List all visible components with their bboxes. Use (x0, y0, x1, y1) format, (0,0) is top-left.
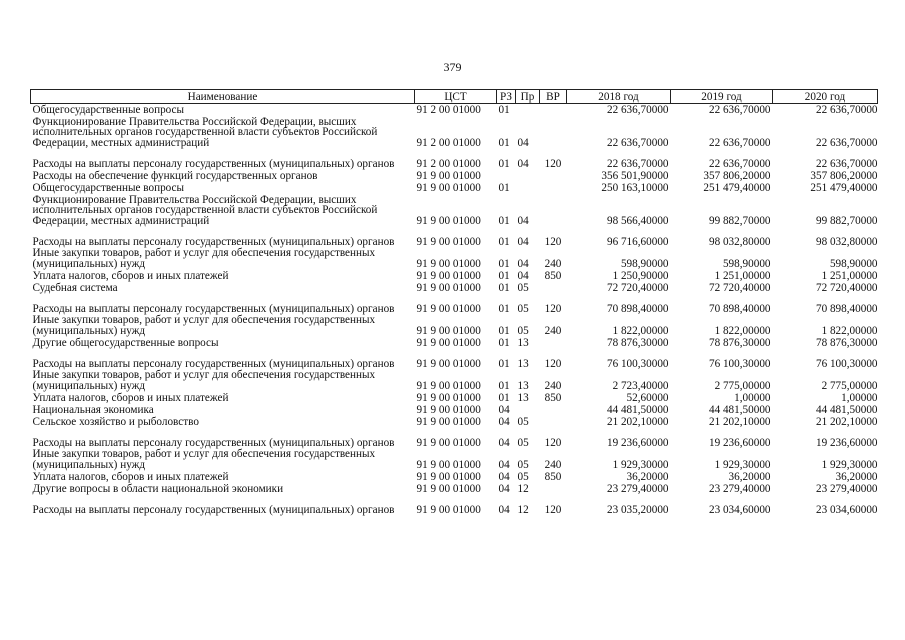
cell-rz: 01 (498, 358, 510, 371)
table-row (31, 170, 878, 182)
header-pr: Пр (516, 90, 540, 104)
cell-vr (540, 170, 567, 182)
cell-pr (516, 104, 540, 117)
cell-cst: 91 9 00 01000 (416, 379, 481, 392)
cell-rz: 04 (498, 437, 510, 450)
cell-2019: 22 636,70000 (708, 136, 771, 149)
cell-2019: 22 636,70000 (708, 158, 771, 171)
cell-pr (516, 404, 540, 416)
cell-name: Уплата налогов, сборов и иных платежей (32, 470, 229, 483)
cell-cst: 91 9 00 01000 (416, 336, 481, 349)
cell-vr: 850 (544, 269, 562, 282)
cell-rz: 01 (498, 104, 510, 117)
table-row (31, 471, 878, 483)
cell-name: Общегосударственные вопросы (32, 104, 185, 117)
cell-vr (540, 116, 567, 149)
table-row (31, 337, 878, 349)
cell-cst: 91 9 00 01000 (416, 358, 481, 371)
cell-name: Иные закупки товаров, работ и услуг для обеспечения государственных (муниципальных) нужд (32, 369, 376, 392)
cell-2020: 1 929,30000 (821, 458, 878, 471)
header-cst: ЦСТ (415, 90, 497, 104)
cell-2018: 598,90000 (620, 257, 669, 270)
page-number: 379 (443, 60, 462, 74)
cell-2020: 36,20000 (835, 470, 878, 483)
cell-2020: 23 034,60000 (815, 504, 878, 517)
cell-2019: 78 876,30000 (708, 336, 771, 349)
cell-2020: 70 898,40000 (815, 303, 878, 316)
cell-name: Национальная экономика (32, 403, 154, 416)
cell-2018: 250 163,10000 (601, 182, 669, 195)
cell-vr: 120 (544, 236, 562, 249)
cell-2020: 19 236,60000 (815, 437, 878, 450)
cell-name: Расходы на выплаты персоналу государственных (муниципальных) органов (32, 358, 395, 371)
cell-cst: 91 9 00 01000 (416, 236, 481, 249)
cell-2019: 251 479,40000 (703, 182, 771, 195)
cell-cst: 91 2 00 01000 (416, 158, 481, 171)
cell-pr: 04 (517, 257, 529, 270)
table-row (31, 104, 878, 117)
cell-vr: 120 (544, 358, 562, 371)
cell-name: Другие вопросы в области национальной экономики (32, 482, 284, 495)
cell-name: Расходы на выплаты персоналу государственных (муниципальных) органов (32, 236, 395, 249)
table-row (31, 248, 878, 270)
table-row (31, 370, 878, 392)
cell-rz: 01 (498, 236, 510, 249)
cell-2019: 357 806,20000 (703, 170, 771, 183)
table-row (31, 116, 878, 149)
cell-cst: 91 9 00 01000 (416, 504, 481, 517)
table-row (31, 194, 878, 227)
cell-2018: 23 279,40000 (606, 482, 669, 495)
cell-cst: 91 9 00 01000 (416, 403, 481, 416)
table-row (31, 294, 878, 316)
cell-vr (540, 194, 567, 227)
cell-pr: 05 (517, 303, 529, 316)
cell-2018: 2 723,40000 (612, 379, 669, 392)
cell-name: Иные закупки товаров, работ и услуг для обеспечения государственных (муниципальных) нужд (32, 314, 376, 337)
cell-pr: 13 (517, 358, 529, 371)
cell-name: Расходы на выплаты персоналу государственных (муниципальных) органов (32, 303, 395, 316)
cell-rz: 01 (498, 379, 510, 392)
cell-rz: 01 (498, 336, 510, 349)
cell-pr (516, 170, 540, 182)
cell-2018: 96 716,60000 (606, 236, 669, 249)
cell-rz: 04 (498, 470, 510, 483)
table-row (31, 392, 878, 404)
cell-2018: 70 898,40000 (606, 303, 669, 316)
cell-2020: 22 636,70000 (815, 158, 878, 171)
table-row (31, 428, 878, 450)
cell-2020: 76 100,30000 (815, 358, 878, 371)
cell-pr: 05 (517, 324, 529, 337)
cell-2020: 72 720,40000 (815, 281, 878, 294)
cell-rz: 01 (498, 281, 510, 294)
cell-name: Сельское хозяйство и рыболовство (32, 415, 199, 428)
cell-rz: 04 (498, 458, 510, 471)
cell-2019: 1,00000 (734, 391, 771, 404)
cell-cst: 91 2 00 01000 (416, 104, 481, 117)
cell-2019: 72 720,40000 (708, 281, 771, 294)
cell-vr (540, 337, 567, 349)
cell-rz: 01 (498, 136, 510, 149)
header-vr: ВР (540, 90, 567, 104)
table-row (31, 349, 878, 371)
cell-2020: 598,90000 (829, 257, 878, 270)
cell-2018: 22 636,70000 (606, 158, 669, 171)
table-row (31, 416, 878, 428)
cell-2019: 21 202,10000 (708, 415, 771, 428)
cell-cst: 91 9 00 01000 (416, 458, 481, 471)
cell-vr: 120 (544, 437, 562, 450)
table-row (31, 315, 878, 337)
cell-name: Функционирование Правительства Российской Федерации, высших исполнительных органов государственной власти субъектов Российской Федерации, местных администраций (32, 193, 378, 227)
cell-cst: 91 9 00 01000 (416, 257, 481, 270)
cell-2019: 23 279,40000 (708, 482, 771, 495)
cell-cst: 91 9 00 01000 (416, 437, 481, 450)
cell-cst: 91 9 00 01000 (416, 214, 481, 227)
cell-pr: 05 (517, 470, 529, 483)
cell-2018: 44 481,50000 (606, 403, 669, 416)
header-2020: 2020 год (773, 90, 878, 104)
cell-name: Функционирование Правительства Российской Федерации, высших исполнительных органов государственной власти субъектов Российской Федерации, местных администраций (32, 115, 378, 149)
cell-2020: 1,00000 (841, 391, 878, 404)
cell-2018: 72 720,40000 (606, 281, 669, 294)
table-row (31, 149, 878, 171)
cell-2019: 1 251,00000 (714, 269, 771, 282)
cell-name: Уплата налогов, сборов и иных платежей (32, 269, 229, 282)
cell-2018: 1 250,90000 (612, 269, 669, 282)
cell-2018: 23 035,20000 (606, 504, 669, 517)
cell-2020: 1 251,00000 (821, 269, 878, 282)
cell-pr: 13 (517, 336, 529, 349)
cell-vr (540, 404, 567, 416)
cell-pr: 04 (517, 269, 529, 282)
cell-2020: 23 279,40000 (815, 482, 878, 495)
cell-name: Судебная система (32, 281, 118, 294)
cell-2018: 98 566,40000 (606, 214, 669, 227)
header-name: Наименование (31, 90, 415, 104)
cell-rz: 01 (498, 391, 510, 404)
table-row (31, 227, 878, 249)
cell-2020: 44 481,50000 (815, 403, 878, 416)
cell-2020: 22 636,70000 (815, 136, 878, 149)
cell-name: Другие общегосударственные вопросы (32, 336, 219, 349)
table-row (31, 404, 878, 416)
table-row (31, 282, 878, 294)
cell-vr: 850 (544, 470, 562, 483)
header-2018: 2018 год (567, 90, 671, 104)
cell-rz: 01 (498, 214, 510, 227)
cell-cst: 91 9 00 01000 (416, 269, 481, 282)
cell-2020: 251 479,40000 (810, 182, 878, 195)
cell-pr: 04 (517, 214, 529, 227)
table-row (31, 270, 878, 282)
cell-vr (540, 282, 567, 294)
cell-vr (540, 182, 567, 194)
cell-2019: 22 636,70000 (708, 104, 771, 117)
cell-pr (516, 182, 540, 194)
cell-2020: 22 636,70000 (815, 104, 878, 117)
cell-cst: 91 9 00 01000 (416, 170, 481, 183)
cell-rz: 01 (498, 182, 510, 195)
cell-pr: 05 (517, 415, 529, 428)
table-header-row (31, 90, 878, 104)
cell-name: Иные закупки товаров, работ и услуг для обеспечения государственных (муниципальных) нужд (32, 448, 376, 471)
cell-2019: 1 929,30000 (714, 458, 771, 471)
cell-rz: 01 (498, 324, 510, 337)
cell-2018: 1 929,30000 (612, 458, 669, 471)
cell-cst: 91 9 00 01000 (416, 415, 481, 428)
cell-cst: 91 9 00 01000 (416, 182, 481, 195)
cell-vr (540, 483, 567, 495)
cell-2020: 78 876,30000 (815, 336, 878, 349)
cell-2018: 76 100,30000 (606, 358, 669, 371)
cell-rz: 04 (498, 415, 510, 428)
cell-pr: 05 (517, 281, 529, 294)
cell-2019: 70 898,40000 (708, 303, 771, 316)
cell-pr: 13 (517, 391, 529, 404)
cell-2020: 2 775,00000 (821, 379, 878, 392)
cell-name: Расходы на выплаты персоналу государственных (муниципальных) органов (32, 437, 395, 450)
cell-rz: 04 (498, 482, 510, 495)
cell-rz: 01 (498, 269, 510, 282)
cell-pr: 12 (517, 482, 529, 495)
cell-name: Иные закупки товаров, работ и услуг для обеспечения государственных (муниципальных) нужд (32, 247, 376, 270)
cell-rz: 04 (498, 504, 510, 517)
cell-vr: 120 (544, 158, 562, 171)
cell-rz: 04 (498, 403, 510, 416)
cell-2019: 36,20000 (728, 470, 771, 483)
cell-pr: 05 (517, 437, 529, 450)
cell-cst: 91 9 00 01000 (416, 482, 481, 495)
table-row (31, 449, 878, 471)
cell-vr (540, 416, 567, 428)
cell-2018: 36,20000 (626, 470, 669, 483)
table-row (31, 495, 878, 517)
cell-2019: 98 032,80000 (708, 236, 771, 249)
cell-2018: 78 876,30000 (606, 336, 669, 349)
cell-pr: 04 (517, 158, 529, 171)
cell-2019: 23 034,60000 (708, 504, 771, 517)
cell-2019: 99 882,70000 (708, 214, 771, 227)
cell-2018: 1 822,00000 (612, 324, 669, 337)
cell-pr: 12 (517, 504, 529, 517)
cell-name: Расходы на выплаты персоналу государственных (муниципальных) органов (32, 158, 395, 171)
cell-pr: 13 (517, 379, 529, 392)
cell-2018: 19 236,60000 (606, 437, 669, 450)
cell-vr: 240 (544, 324, 562, 337)
cell-rz (497, 170, 516, 182)
cell-2019: 598,90000 (722, 257, 771, 270)
cell-rz: 01 (498, 303, 510, 316)
cell-2020: 99 882,70000 (815, 214, 878, 227)
table-row (31, 483, 878, 495)
header-rz: РЗ (497, 90, 516, 104)
cell-pr: 05 (517, 458, 529, 471)
header-2019: 2019 год (671, 90, 773, 104)
cell-cst: 91 9 00 01000 (416, 324, 481, 337)
cell-2018: 356 501,90000 (601, 170, 669, 183)
cell-vr: 240 (544, 257, 562, 270)
cell-rz: 01 (498, 158, 510, 171)
cell-vr: 240 (544, 379, 562, 392)
cell-vr: 120 (544, 303, 562, 316)
cell-2018: 22 636,70000 (606, 104, 669, 117)
cell-2020: 1 822,00000 (821, 324, 878, 337)
table-row (31, 182, 878, 194)
cell-2018: 52,60000 (626, 391, 669, 404)
cell-vr (540, 104, 567, 117)
cell-name: Уплата налогов, сборов и иных платежей (32, 391, 229, 404)
cell-name: Расходы на выплаты персоналу государственных (муниципальных) органов (32, 504, 395, 517)
cell-2018: 21 202,10000 (606, 415, 669, 428)
cell-rz: 01 (498, 257, 510, 270)
cell-vr: 120 (544, 504, 562, 517)
cell-cst: 91 9 00 01000 (416, 281, 481, 294)
cell-vr: 850 (544, 391, 562, 404)
cell-cst: 91 9 00 01000 (416, 391, 481, 404)
cell-name: Общегосударственные вопросы (32, 182, 185, 195)
budget-table (30, 89, 878, 516)
cell-cst: 91 2 00 01000 (416, 136, 481, 149)
cell-name: Расходы на обеспечение функций государственных органов (32, 170, 318, 183)
cell-2019: 76 100,30000 (708, 358, 771, 371)
cell-2019: 19 236,60000 (708, 437, 771, 450)
cell-2019: 1 822,00000 (714, 324, 771, 337)
cell-2020: 98 032,80000 (815, 236, 878, 249)
cell-pr: 04 (517, 136, 529, 149)
cell-2019: 44 481,50000 (708, 403, 771, 416)
cell-2020: 21 202,10000 (815, 415, 878, 428)
cell-2019: 2 775,00000 (714, 379, 771, 392)
cell-2018: 22 636,70000 (606, 136, 669, 149)
table-body (31, 104, 878, 517)
cell-cst: 91 9 00 01000 (416, 470, 481, 483)
cell-cst: 91 9 00 01000 (416, 303, 481, 316)
cell-2020: 357 806,20000 (810, 170, 878, 183)
cell-vr: 240 (544, 458, 562, 471)
cell-pr: 04 (517, 236, 529, 249)
